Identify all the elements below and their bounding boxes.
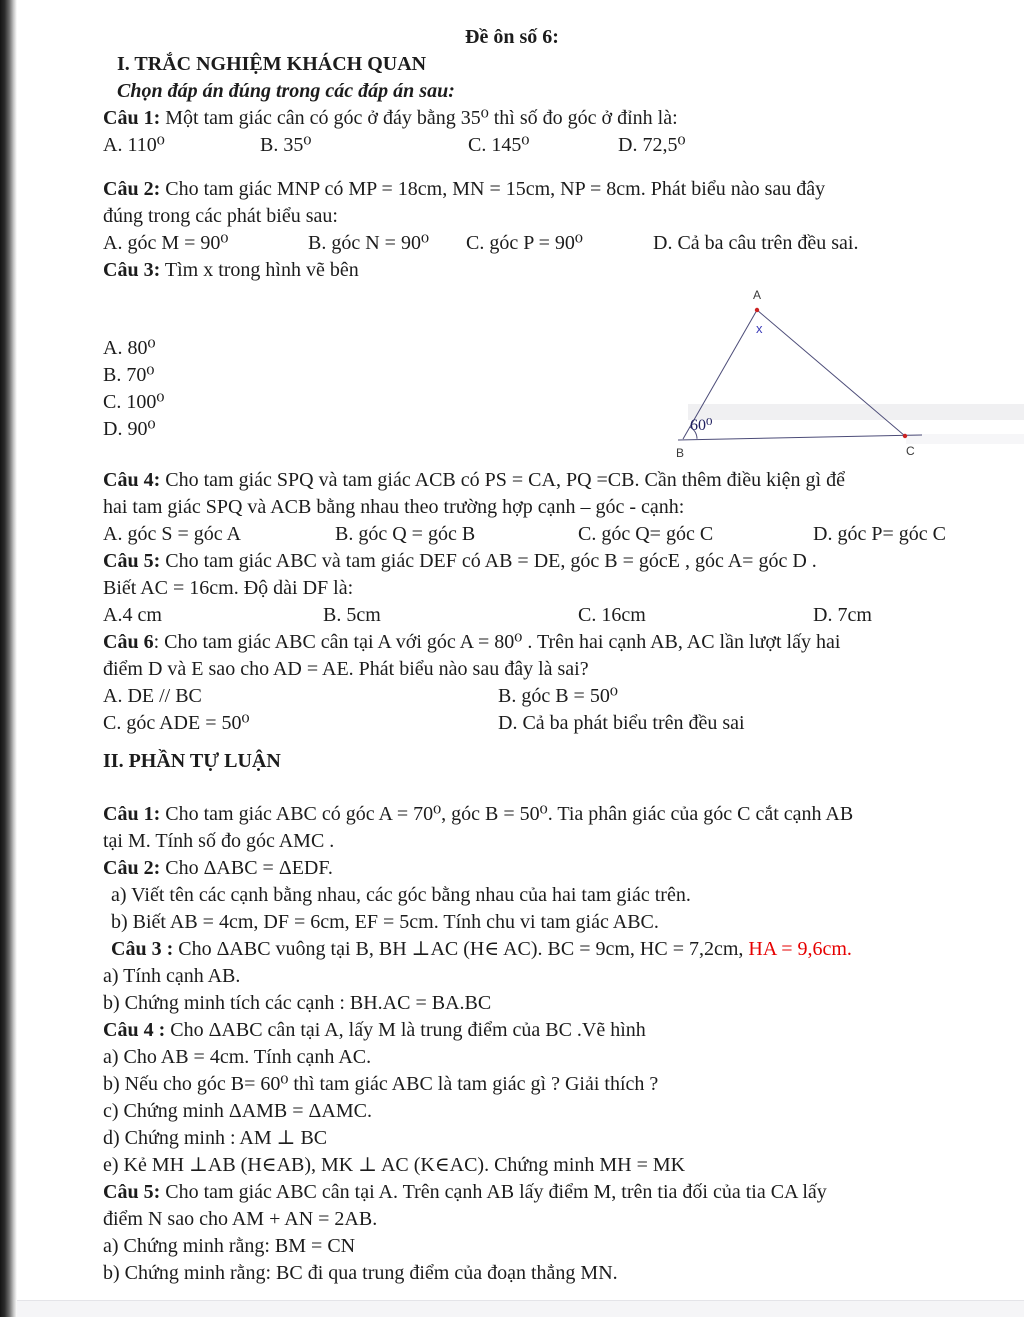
question-3-option-b: B. 70⁰ (103, 364, 155, 386)
question-2 (103, 176, 994, 203)
question-6 (103, 629, 994, 656)
vertex-a-label: A (753, 288, 762, 302)
essay-question-1-line2: tại M. Tính số đo góc AMC . (103, 830, 335, 852)
essay-question-5 (103, 1179, 994, 1206)
question-5-options (103, 602, 994, 629)
angle-b-label: 60⁰ (690, 417, 713, 434)
question-6-options-row2 (103, 710, 994, 737)
option-a: A. góc M = 90⁰ (103, 232, 229, 254)
question-4-line2: hai tam giác SPQ và ACB bằng nhau theo trường hợp cạnh – góc - cạnh: (103, 496, 685, 518)
essay-question-3-item-b: b) Chứng minh tích các cạnh : BH.AC = BA.BC (103, 992, 492, 1014)
essay-question-5-line2: điểm N sao cho AM + AN = 2AB. (103, 1208, 378, 1230)
vertex-c-point (903, 434, 907, 438)
vertex-c-label: C (906, 444, 915, 458)
question-5 (103, 548, 994, 575)
question-3 (103, 257, 994, 284)
question-4-text-line1: Cho tam giác SPQ và tam giác ACB có PS = CA, PQ =CB. Cần thêm điều kiện gì để (160, 469, 845, 491)
essay-question-4-item-a: a) Cho AB = 4cm. Tính cạnh AC. (103, 1046, 372, 1068)
question-3-option-d: D. 90⁰ (103, 418, 156, 440)
option-b: B. 5cm (323, 604, 381, 626)
question-1-options (103, 132, 994, 159)
essay-question-3-item-a: a) Tính cạnh AB. (103, 965, 241, 987)
essay-question-2 (103, 855, 994, 882)
option-c: C. 16cm (578, 604, 646, 626)
section-1-instruction: Chọn đáp án đúng trong các đáp án sau: (117, 80, 455, 102)
essay-question-3 (103, 936, 994, 963)
side-bc (678, 435, 922, 440)
option-c: C. góc Q= góc C (578, 523, 714, 545)
essay-question-2-item-b: b) Biết AB = 4cm, DF = 6cm, EF = 5cm. Tính chu vi tam giác ABC. (111, 911, 659, 933)
essay-question-5-line1: Cho tam giác ABC cân tại A. Trên cạnh AB lấy điểm M, trên tia đối của tia CA lấy (160, 1181, 827, 1203)
question-2-label: Câu 2: (103, 178, 161, 200)
option-d: D. Cả ba câu trên đều sai. (653, 232, 859, 254)
essay-question-2-label: Câu 2: (103, 857, 161, 879)
triangle-figure (640, 283, 960, 471)
option-a: A.4 cm (103, 604, 162, 626)
essay-question-4-label: Câu 4 : (103, 1019, 166, 1041)
question-3-option-a: A. 80⁰ (103, 337, 156, 359)
highlight-text: HA = 9,6cm. (748, 938, 852, 960)
question-6-line2: điểm D và E sao cho AD = AE. Phát biểu nào sau đây là sai? (103, 658, 589, 680)
vertex-a-point (755, 308, 759, 312)
question-1-label: Câu 1: (103, 107, 161, 129)
option-b: B. 35⁰ (260, 134, 312, 156)
option-b: B. góc B = 50⁰ (498, 685, 618, 707)
essay-question-4-item-b: b) Nếu cho góc B= 60⁰ thì tam giác ABC là tam giác gì ? Giải thích ? (103, 1073, 659, 1095)
question-3-label: Câu 3: (103, 259, 161, 281)
question-1 (103, 105, 994, 132)
question-6-text-line1: : Cho tam giác ABC cân tại A với góc A = 80⁰ . Trên hai cạnh AB, AC lần lượt lấy hai (153, 631, 841, 653)
option-d: D. Cả ba phát biểu trên đều sai (498, 712, 745, 734)
essay-question-4-item-e: e) Kẻ MH ⊥AB (H∈AB), MK ⊥ AC (K∈AC). Chứng minh MH = MK (103, 1154, 686, 1176)
question-3-option-c: C. 100⁰ (103, 391, 165, 413)
section-2-heading: II. PHẦN TỰ LUẬN (103, 750, 281, 772)
option-c: C. góc P = 90⁰ (466, 232, 583, 254)
page-title: Đề ôn số 6: (465, 26, 559, 48)
essay-question-3-text: Cho ΔABC vuông tại B, BH ⊥AC (H∈ AC). BC = 9cm, HC = 7,2cm, (173, 938, 749, 960)
essay-question-5-item-b: b) Chứng minh rằng: BC đi qua trung điểm của đoạn thẳng MN. (103, 1262, 618, 1284)
document-content (103, 51, 994, 1287)
option-a: A. DE // BC (103, 685, 202, 707)
question-5-text-line1: Cho tam giác ABC và tam giác DEF có AB = DE, góc B = gócE , góc A= góc D . (160, 550, 817, 572)
option-d: D. 7cm (813, 604, 872, 626)
question-5-line2: Biết AC = 16cm. Độ dài DF là: (103, 577, 354, 599)
essay-question-5-label: Câu 5: (103, 1181, 161, 1203)
angle-x-label: x (756, 321, 763, 336)
question-6-options-row1 (103, 683, 994, 710)
question-3-text: Tìm x trong hình vẽ bên (160, 259, 359, 281)
essay-question-1 (103, 801, 994, 828)
option-d: D. góc P= góc C (813, 523, 946, 545)
essay-question-5-item-a: a) Chứng minh rằng: BM = CN (103, 1235, 356, 1257)
essay-question-3-label: Câu 3 : (111, 938, 174, 960)
scan-bottom-band (0, 1300, 1024, 1317)
option-c: C. góc ADE = 50⁰ (103, 712, 250, 734)
essay-question-2-text: Cho ΔABC = ΔEDF. (160, 857, 333, 879)
option-a: A. góc S = góc A (103, 523, 241, 545)
essay-question-2-item-a: a) Viết tên các cạnh bằng nhau, các góc bằng nhau của hai tam giác trên. (111, 884, 691, 906)
vertex-b-label: B (676, 446, 685, 460)
scan-edge-shadow (0, 0, 17, 1317)
essay-question-1-line1: Cho tam giác ABC có góc A = 70⁰, góc B = 50⁰. Tia phân giác của góc C cắt cạnh AB (160, 803, 854, 825)
option-b: B. góc Q = góc B (335, 523, 476, 545)
question-1-text: Một tam giác cân có góc ở đáy bằng 35⁰ thì số đo góc ở đỉnh là: (160, 107, 678, 129)
question-2-line2: đúng trong các phát biểu sau: (103, 205, 338, 227)
question-4 (103, 467, 994, 494)
question-2-options (103, 230, 994, 257)
side-ac (757, 310, 905, 436)
question-5-label: Câu 5: (103, 550, 161, 572)
option-a: A. 110⁰ (103, 134, 165, 156)
essay-question-4 (103, 1017, 994, 1044)
essay-question-4-item-c: c) Chứng minh ΔAMB = ΔAMC. (103, 1100, 372, 1122)
essay-question-4-item-d: d) Chứng minh : AM ⊥ BC (103, 1127, 328, 1149)
section-1-heading: I. TRẮC NGHIỆM KHÁCH QUAN (117, 53, 427, 75)
question-2-text-line1: Cho tam giác MNP có MP = 18cm, MN = 15cm, NP = 8cm. Phát biểu nào sau đây (160, 178, 826, 200)
question-6-label: Câu 6 (103, 631, 154, 653)
option-c: C. 145⁰ (468, 134, 530, 156)
essay-question-4-text: Cho ΔABC cân tại A, lấy M là trung điểm của BC .Vẽ hình (165, 1019, 646, 1041)
option-b: B. góc N = 90⁰ (308, 232, 429, 254)
question-4-options (103, 521, 994, 548)
option-d: D. 72,5⁰ (618, 134, 686, 156)
essay-question-1-label: Câu 1: (103, 803, 161, 825)
question-4-label: Câu 4: (103, 469, 161, 491)
